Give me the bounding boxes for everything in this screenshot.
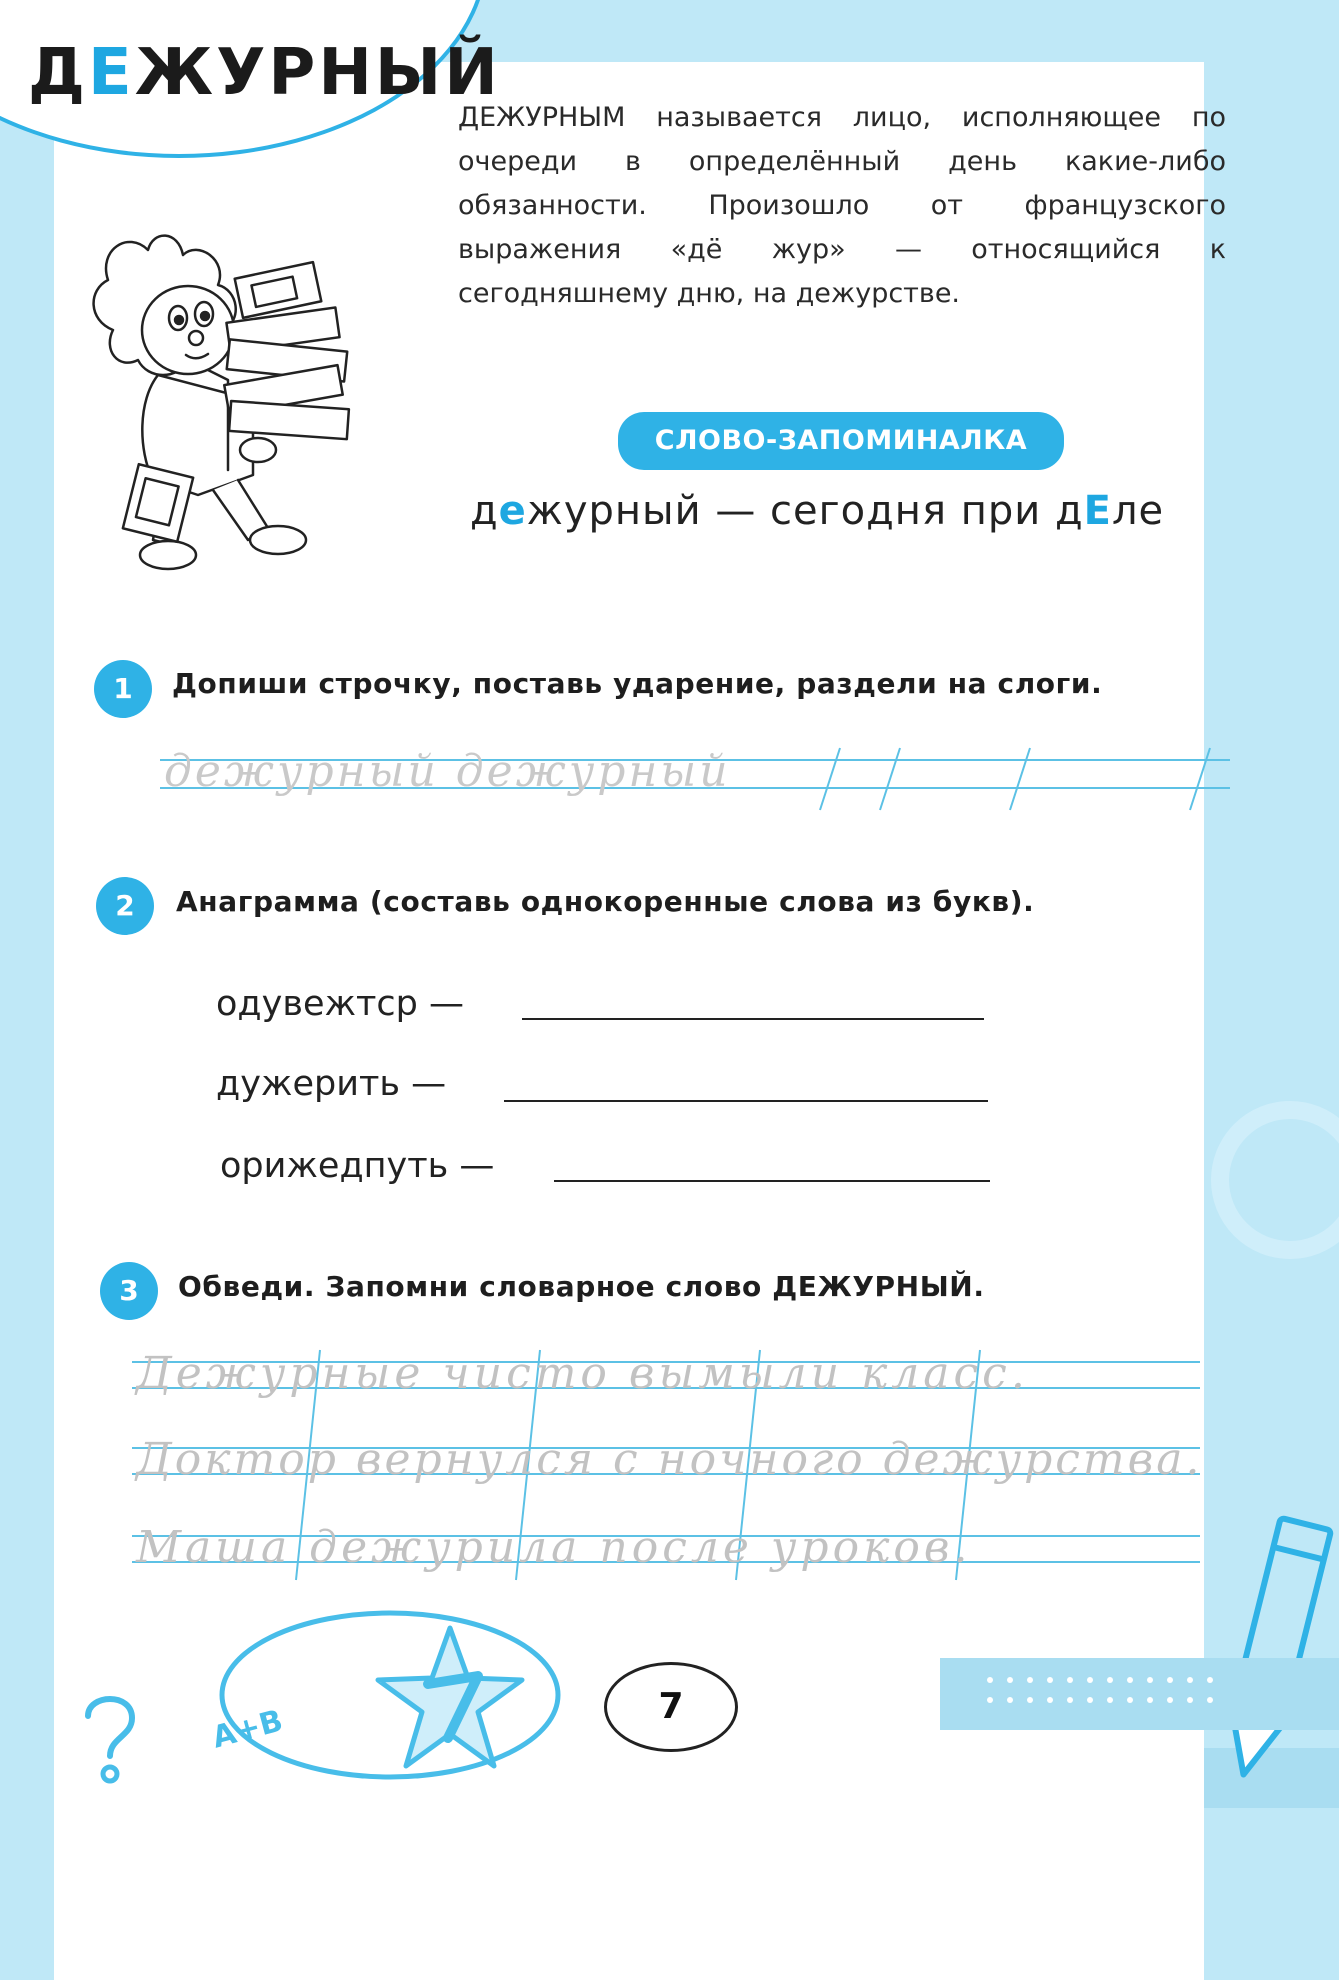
task-1-trace-text: дежурный дежурный xyxy=(164,746,731,797)
task-1-number: 1 xyxy=(94,660,152,718)
task-3-trace-line-2: Доктор вернулся с ночного дежурства. xyxy=(136,1434,1203,1485)
formula-sticker: A+B xyxy=(208,1703,287,1756)
question-mark-icon xyxy=(70,1680,150,1790)
task-2-text: Анаграмма (составь однокоренные слова из букв). xyxy=(176,885,1035,918)
definition-text: ДЕЖУРНЫМ называется лицо, исполняющее по очереди в определённый день какие-либо обязанности. Произошло от французского выражения «дё жур» — относящийся к сегодняшнему дню, на дежурстве. xyxy=(458,102,1226,309)
page-title: ДЕЖУРНЫЙ xyxy=(28,36,501,110)
memo-label: СЛОВО-ЗАПОМИНАЛКА xyxy=(618,412,1064,470)
anagram-3: орижедпуть — xyxy=(220,1146,495,1186)
task-2-number: 2 xyxy=(96,877,154,935)
page-number: 7 xyxy=(604,1662,738,1752)
star-icon xyxy=(370,1620,530,1780)
task-3-number: 3 xyxy=(100,1262,158,1320)
anagram-1: одувежтср — xyxy=(216,984,464,1024)
task-3-trace-line-3: Маша дежурила после уроков. xyxy=(136,1522,972,1573)
anagram-2: дужерить — xyxy=(216,1064,447,1104)
task-3-text: Обведи. Запомни словарное слово ДЕЖУРНЫЙ. xyxy=(178,1270,985,1303)
task-3-trace-line-1: Дежурные чисто вымыли класс. xyxy=(136,1348,1029,1399)
task-1-text: Допиши строчку, поставь ударение, раздели на слоги. xyxy=(172,667,1103,700)
memo-phrase: дежурный — сегодня при дЕле xyxy=(470,488,1165,534)
